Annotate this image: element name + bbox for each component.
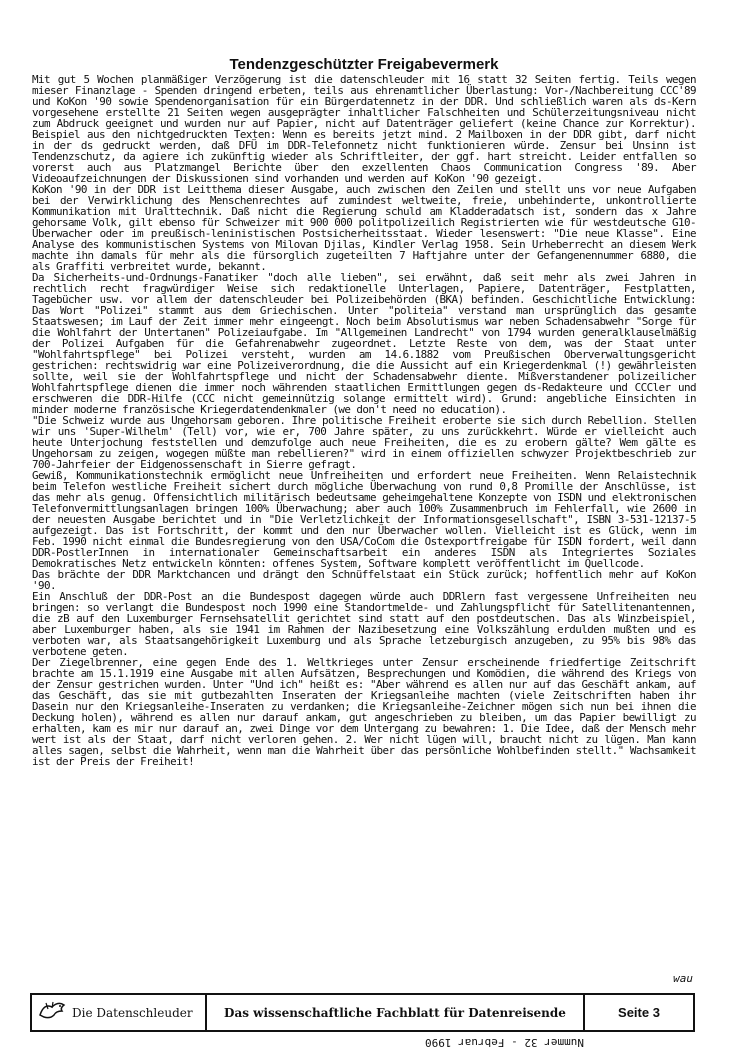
author-signature: wau <box>673 972 693 985</box>
article <box>32 56 696 767</box>
dragon-icon <box>38 999 68 1026</box>
paragraph-7: Ein Anschluß der DDR-Post an die Bundespost dagegen würde auch DDRlern fast vergessene Unfreiheiten neu bringen: so verlangt die Bundespost noch 1990 eine Standortmelde- und Zahlungspflicht für Satellitenantennen, die zB auf den Luxemburger Fernsehsatellit gerichtet sind statt auf den postdeutschen. Das als Winzbeispiel, aber Luxemburger haben, als sie 1941 im Rahmen der Nazibesetzung eine Volkszählung erdulden mußten und es verboten war, als Staatsangehörigkeit Luxemburg und als Sprache letzeburgisch anzugeben, zu 95% bis 98% das verbotene geten. <box>32 590 696 658</box>
paragraph-1: Mit gut 5 Wochen planmäßiger Verzögerung ist die datenschleuder mit 16 statt 32 Seiten fertig. Teils wegen mieser Finanzlage - Spenden dringend erbeten, teils aus ehrenamtlicher Überlastung: Vor-/Nachbereitung CCC'89 und KoKon '90 sowie Spendenorganisation für ein Bürgerdatennetz in der DDR. Und schließlich waren als ds-Kern vorgesehene erstellte 21 Seiten wegen ausgeprägter inhaltlicher Falschheiten und Schülerzeitungsniveau nicht zum Abdruck geeignet und wurden nur auf Papier, nicht auf Datenträger geliefert (keine Chance zur Korrektur). Beispiel aus den nichtgedruckten Texten: Wenn es bereits jetzt mind. 2 Mailboxen in der DDR gibt, darf nicht in der ds gedruckt werden, daß DFÜ im DDR-Telefonnetz nicht funktionieren würde. Zensur bei Unsinn ist Tendenzschutz, da agiere ich zukünftig wieder als Schriftleiter, der ggf. hart streicht. Leider entfallen so vorerst auch aus Platzmangel Berichte über den exzellenten Chaos Communication Congress '89. Aber Videoaufzeichnungen der Diskussionen sind vorhanden und werden auf KoKon '90 gezeigt. <box>32 73 696 185</box>
issue-line: Nummer 32 - Februar 1990 <box>425 1036 584 1049</box>
footer-logo <box>32 995 207 1030</box>
logo-text: Die Datenschleuder <box>72 1005 193 1020</box>
paragraph-8: Der Ziegelbrenner, eine gegen Ende des 1. Weltkrieges unter Zensur erscheinende friedfertige Zeitschrift brachte am 15.1.1919 eine Ausgabe mit allen Aufsätzen, Besprechungen und Komödien, die während des Kriegs von der Zensur gestrichen wurden. Unter "Und ich" heißt es: "Aber während es allen nur auf das Geschäft ankam, auf das Geschäft, das sie mit gutbezahlten Inseraten der Kriegsanleihe machten (viele Zeitschriften haben ihr Dasein nur den Kriegsanleihe-Inseraten zu verdanken; die Kriegsanleihe-Zeichner mögen sich nun bei ihnen die Deckung holen), während es allen nur darauf ankam, gut angeschrieben zu bleiben, um das Papier bewilligt zu erhalten, kam es mir nur darauf an, zwei Dinge vor dem Untergang zu bewahren: 1. Die Idee, daß der Mensch mehr wert ist als der Staat, darf nicht verloren gehen. 2. Wer nicht lügen will, braucht nicht zu lügen. Man kann alles sagen, selbst die Wahrheit, wenn man die Wahrheit über das persönliche Wohlbefinden stellt." Wachsamkeit ist der Preis der Freiheit! <box>32 656 696 768</box>
page-footer <box>30 993 695 1032</box>
paragraph-4: "Die Schweiz wurde aus Ungehorsam geboren. Ihre politische Freiheit eroberte sie sich durch Rebellion. Stellen wir uns 'Super-Wilhelm' (Tell) vor, wie er, 700 Jahre später, zu uns zurückkehrt. Würde er vielleicht auch heute Unterjochung feststellen und demzufolge auch neue Freiheiten, die es zu erobern gälte? Wem gälte es Ungehorsam zu zeigen, wogegen müßte man rebellieren?" wird in einem offiziellen schwyzer Projektbeschrieb zur 700-Jahrfeier der Eidgenossenschaft in Sierre gefragt. <box>32 414 696 471</box>
paragraph-3: Da Sicherheits-und-Ordnungs-Fanatiker "doch alle lieben", sei erwähnt, daß seit mehr als zwei Jahren in rechtlich recht fragwürdiger Weise sich redaktionelle Unterlagen, Papiere, Datenträger, Festplatten, Tagebücher usw. vor allem der datenschleuder bei Polizeibehörden (BKA) befinden. Geschichtliche Entwicklung: Das Wort "Polizei" stammt aus dem Griechischen. Unter "politeia" verstand man ursprünglich das gesamte Staatswesen; im Lauf der Zeit immer mehr eingeengt. Noch beim Absolutismus war neben Schadensabwehr "Sorge für die Wohlfahrt der Untertanen" Polizeiaufgabe. Im "Allgemeinen Landrecht" von 1794 wurden generalklauselmäßig der Polizei Aufgaben für die Gefahrenabwehr zugeordnet. Letzte Reste von dem, was der Staat unter "Wohlfahrtspflege" bei Polizei versteht, wurden am 14.6.1882 vom Preußischen Oberverwaltungsgericht gestrichen: rechtswidrig war eine Polizeiverordnung, die die Aussicht auf ein Kriegerdenkmal (!) gewährleisten sollte, weil sie der Wohlfahrtspflege und nicht der Schadensabwehr diente. Mißverstandener polizeilicher Wohlfahrtspflege dienen die immer noch währenden staatlichen Ermittlungen gegen ds-Redakteure und CCCler und erschweren die DDR-Hilfe (CCC nicht gemeinnützig solange ermittelt wird). Grund: angebliche Einsichten in minder moderne französische Kriegerdatendenkmaler (we don't need no education). <box>32 271 696 416</box>
paragraph-5: Gewiß, Kommunikationstechnik ermöglicht neue Unfreiheiten und erfordert neue Freiheiten. Wenn Relaistechnik beim Telefon westliche Freiheit sichert durch mögliche Überwachung von rund 0,8 Promille der Anschlüsse, ist das mehr als genug. Offensichtlich militärisch bedeutsame geheimgehaltene Konzepte von ISDN und elektronischen Telefonvermittlungsanlagen bringen 100% Überwachung; aber auch 100% Zusammenbruch im Fehlerfall, wie 2600 in der neuesten Ausgabe berichtet und in "Die Verletzlichkeit der Informationsgesellschaft", ISBN 3-531-12137-5 aufgezeigt. Das ist Fortschritt, der kommt und den nur Überwacher wollen. Vielleicht ist es Glück, wenn im Feb. 1990 nicht einmal die Bundesregierung von den USA/CoCom die Ostexportfreigabe für ISDN fordert, weil dann DDR-PostlerInnen in internationaler Gemeinschaftsarbeit ein anderes ISDN als Integriertes Soziales Demokratisches Netz entwickeln könnten: offenes System, Software komplett veröffentlicht im Quellcode. <box>32 469 696 570</box>
paragraph-2: KoKon '90 in der DDR ist Leitthema dieser Ausgabe, auch zwischen den Zeilen und stellt uns vor neue Aufgaben bei der Verwirklichung des Menschenrechtes auf zumindest weltweite, freie, unbehinderte, unkontrollierte Kommunikation mit Uralttechnik. Daß nicht die Regierung schuld am Kladderadatsch ist, sondern das x Jahre gehorsame Volk, gilt ebenso für Schweizer mit 900 000 politpolizeilich Registrierten wie für westdeutsche G10-Überwacher oder im preußisch-leninistischen Postsicherheitsstaat. Wieder lesenswert: "Die neue Klasse". Eine Analyse des kommunistischen Systems von Milovan Djilas, Kindler Verlag 1958. Sein Urheberrecht an diesem Werk machte ihn damals für mehr als die fürsorglich zugeteilten 7 Haftjahre unter der Gefangenennummer 6880, die als Graffiti verbreitet wurde, bekannt. <box>32 183 696 273</box>
paragraph-6: Das brächte der DDR Marktchancen und drängt den Schnüffelstaat ein Stück zurück; hoffentlich mehr auf KoKon '90. <box>32 568 696 592</box>
article-title: Tendenzgeschützter Freigabevermerk <box>229 56 499 73</box>
footer-tagline: Das wissenschaftliche Fachblatt für Datenreisende <box>207 995 585 1030</box>
page-number: Seite 3 <box>618 1005 660 1020</box>
article-body <box>32 74 696 767</box>
